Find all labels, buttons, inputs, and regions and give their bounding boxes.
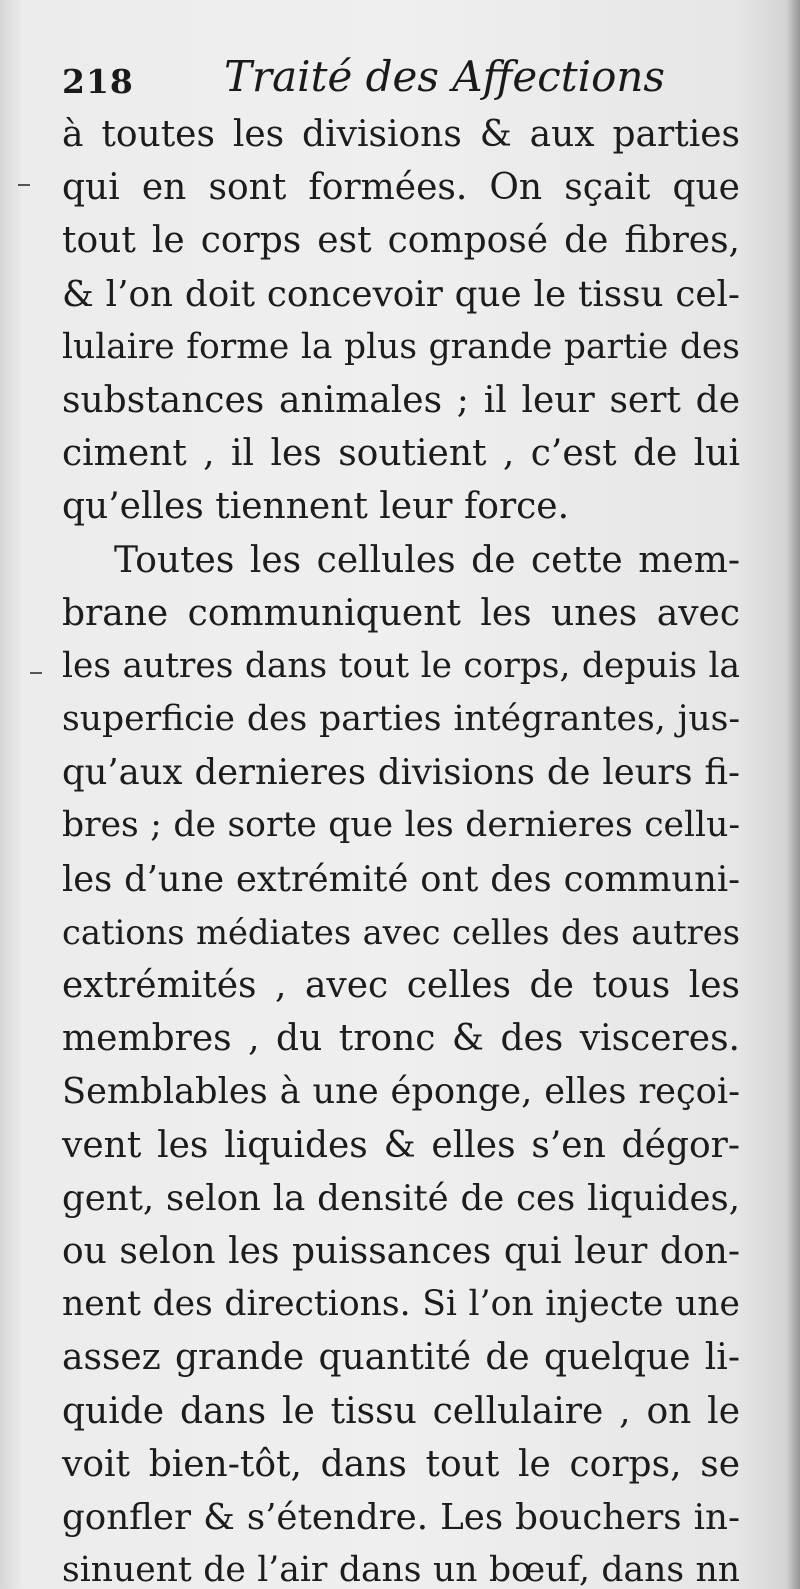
page-number: 218 [62, 62, 134, 101]
text-line: quide dans le tissu cellulaire , on le [62, 1390, 740, 1432]
text-line: gent, selon la densité de ces liquides, [62, 1177, 740, 1219]
text-line: qui en sont formées. On sçait que [62, 167, 740, 209]
text-line: bres ; de sorte que les dernieres cellu- [62, 805, 740, 846]
page-edge-shadow [786, 0, 800, 1589]
text-line: les autres dans tout le corps, depuis la [62, 645, 740, 686]
text-line: extrémités , avec celles de tous les [62, 965, 740, 1006]
margin-mark [30, 672, 42, 674]
text-line: qu’elles tiennent leur force. [62, 486, 570, 528]
text-line: tout le corps est composé de fibres, [62, 220, 740, 262]
text-line: & l’on doit concevoir que le tissu cel- [62, 273, 740, 315]
text-line: ou selon les puissances qui leur don- [62, 1230, 740, 1272]
text-line: qu’aux dernieres divisions de leurs fi- [62, 752, 740, 794]
text-line: brane communiquent les unes avec [62, 592, 740, 634]
text-line: gonfler & s’étendre. Les bouchers in- [62, 1496, 740, 1538]
text-line: membres , du tronc & des visceres. [62, 1018, 740, 1060]
text-line: substances animales ; il leur sert de [62, 379, 740, 421]
paragraph-first-line: Toutes les cellules de cette mem- [114, 539, 740, 581]
text-line: assez grande quantité de quelque li- [62, 1337, 740, 1379]
text-line: superficie des parties intégrantes, jus- [62, 699, 740, 740]
margin-mark [18, 184, 30, 186]
text-line: les d’une extrémité ont des communi- [62, 858, 740, 900]
page-header [62, 52, 752, 108]
text-line: sinuent de l’air dans un bœuf, dans nn [62, 1550, 740, 1589]
text-line: ciment , il les soutient , c’est de lui [62, 433, 740, 475]
text-line: nent des directions. Si l’on injecte une [62, 1284, 740, 1325]
text-line: lulaire forme la plus grande partie des [62, 326, 740, 367]
text-line: voit bien-tôt, dans tout le corps, se [62, 1443, 740, 1485]
text-line: Semblables à une éponge, elles reçoi- [62, 1071, 740, 1113]
running-title: Traité des Affections [224, 52, 665, 101]
body-text [62, 108, 740, 1589]
text-line: cations médiates avec celles des autres [62, 912, 740, 952]
text-line: vent les liquides & elles s’en dégor- [62, 1124, 740, 1166]
text-line: à toutes les divisions & aux parties [62, 114, 740, 155]
